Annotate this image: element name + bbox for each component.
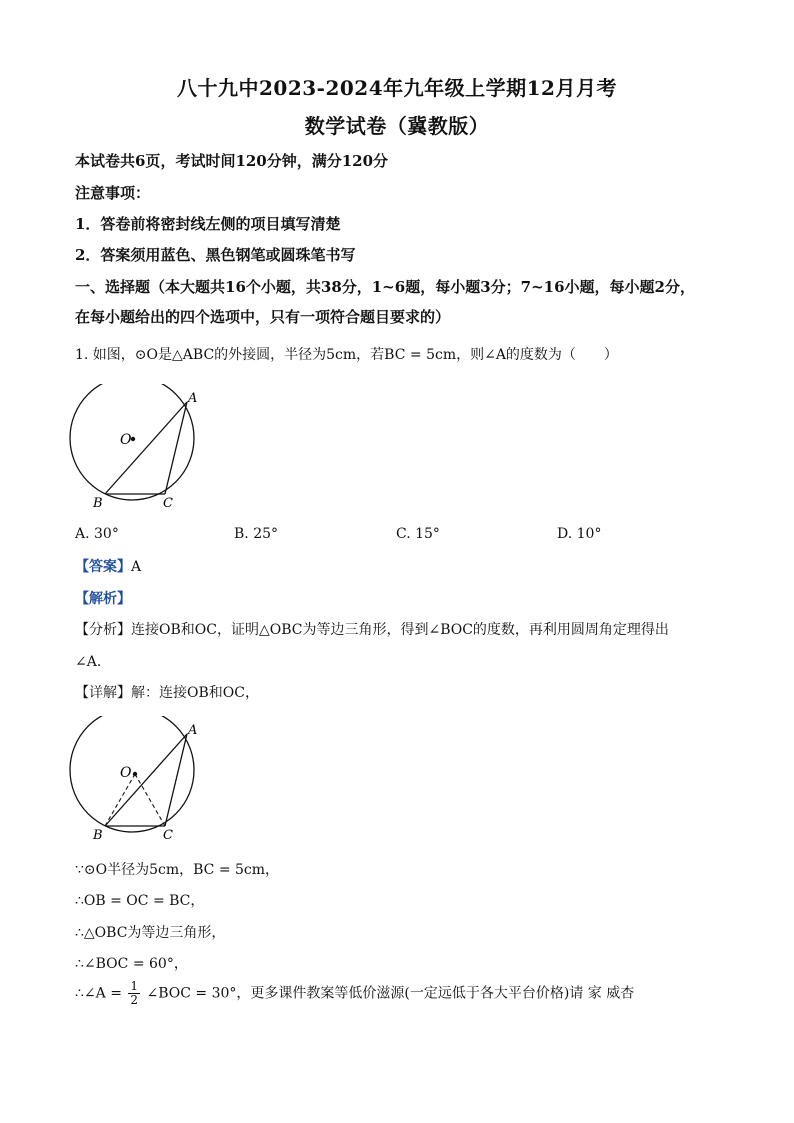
step-5 xyxy=(75,980,634,1007)
solution-label-o: O xyxy=(120,765,132,781)
label-o: O xyxy=(120,432,132,448)
solution-side-ab xyxy=(105,734,187,826)
answer-value: A xyxy=(131,559,142,575)
fenxi-text: 连接OB和OC，证明△OBC为等边三角形，得到∠BOC的度数，再利用圆周角定理得出 xyxy=(131,622,669,638)
option-d: D. 10° xyxy=(557,526,602,542)
note-2: 2．答案须用蓝色、黑色钢笔或圆珠笔书写 xyxy=(75,246,356,264)
detail-line xyxy=(75,682,259,702)
side-ac xyxy=(165,402,187,494)
exam-info: 本试卷共6页，考试时间120分钟，满分120分 xyxy=(75,152,389,170)
circumcircle xyxy=(70,384,194,500)
label-b: B xyxy=(93,496,103,511)
one-half-fraction xyxy=(128,980,140,1007)
option-b: B. 25° xyxy=(234,526,279,542)
side-ab xyxy=(105,402,187,494)
question-1-stem: 1. 如图，⊙O是△ABC的外接圆，半径为5cm，若BC = 5cm，则∠A的度数为（ ） xyxy=(75,347,618,363)
question-1-figure xyxy=(60,384,210,514)
step-2: ∴OB = OC = BC， xyxy=(75,893,205,909)
solution-center-point xyxy=(133,772,137,776)
option-c: C. 15° xyxy=(396,526,440,542)
fenxi-text-cont: ∠A． xyxy=(75,654,111,670)
answer-line xyxy=(75,556,141,576)
section-heading: 一、选择题（本大题共16个小题，共38分，1~6题，每小题3分；7~16小题，每小题2分， xyxy=(75,278,695,296)
solution-figure xyxy=(60,716,210,846)
note-1: 1．答卷前将密封线左侧的项目填写清楚 xyxy=(75,215,341,233)
exam-title: 八十九中2023-2024年九年级上学期12月月考 xyxy=(177,76,617,100)
option-a: A. 30° xyxy=(75,526,119,542)
solution-label-a: A xyxy=(188,723,198,738)
fenxi-line xyxy=(75,619,669,639)
fraction-denominator: 2 xyxy=(130,993,139,1007)
fraction-numerator: 1 xyxy=(130,979,139,993)
radius-ob xyxy=(105,774,135,826)
solution-label-c: C xyxy=(163,828,173,843)
label-a: A xyxy=(188,391,198,406)
analysis-label: 【解析】 xyxy=(75,591,131,607)
label-c: C xyxy=(163,496,173,511)
solution-circumcircle xyxy=(70,716,194,832)
detail-label: 【详解】 xyxy=(75,685,131,701)
radius-oc xyxy=(135,774,165,826)
exam-subtitle: 数学试卷（冀教版） xyxy=(304,114,490,138)
step-5-prefix: ∴∠A = xyxy=(75,985,122,1002)
step-5-suffix: ∠BOC = 30°，更多课件教案等低价滋源(一定远低于各大平台价格)请 家 威杏 xyxy=(146,985,635,1002)
detail-text: 解：连接OB和OC， xyxy=(131,685,259,701)
solution-label-b: B xyxy=(93,828,103,843)
section-heading-cont: 在每小题给出的四个选项中，只有一项符合题目要求的） xyxy=(75,308,451,326)
step-4: ∴∠BOC = 60°， xyxy=(75,956,188,972)
step-3: ∴△OBC为等边三角形， xyxy=(75,925,226,941)
step-1: ∵⊙O半径为5cm，BC = 5cm， xyxy=(75,862,280,878)
solution-side-ac xyxy=(165,734,187,826)
fenxi-label: 【分析】 xyxy=(75,622,131,638)
notes-title: 注意事项： xyxy=(75,184,151,202)
answer-label: 【答案】 xyxy=(75,559,131,575)
